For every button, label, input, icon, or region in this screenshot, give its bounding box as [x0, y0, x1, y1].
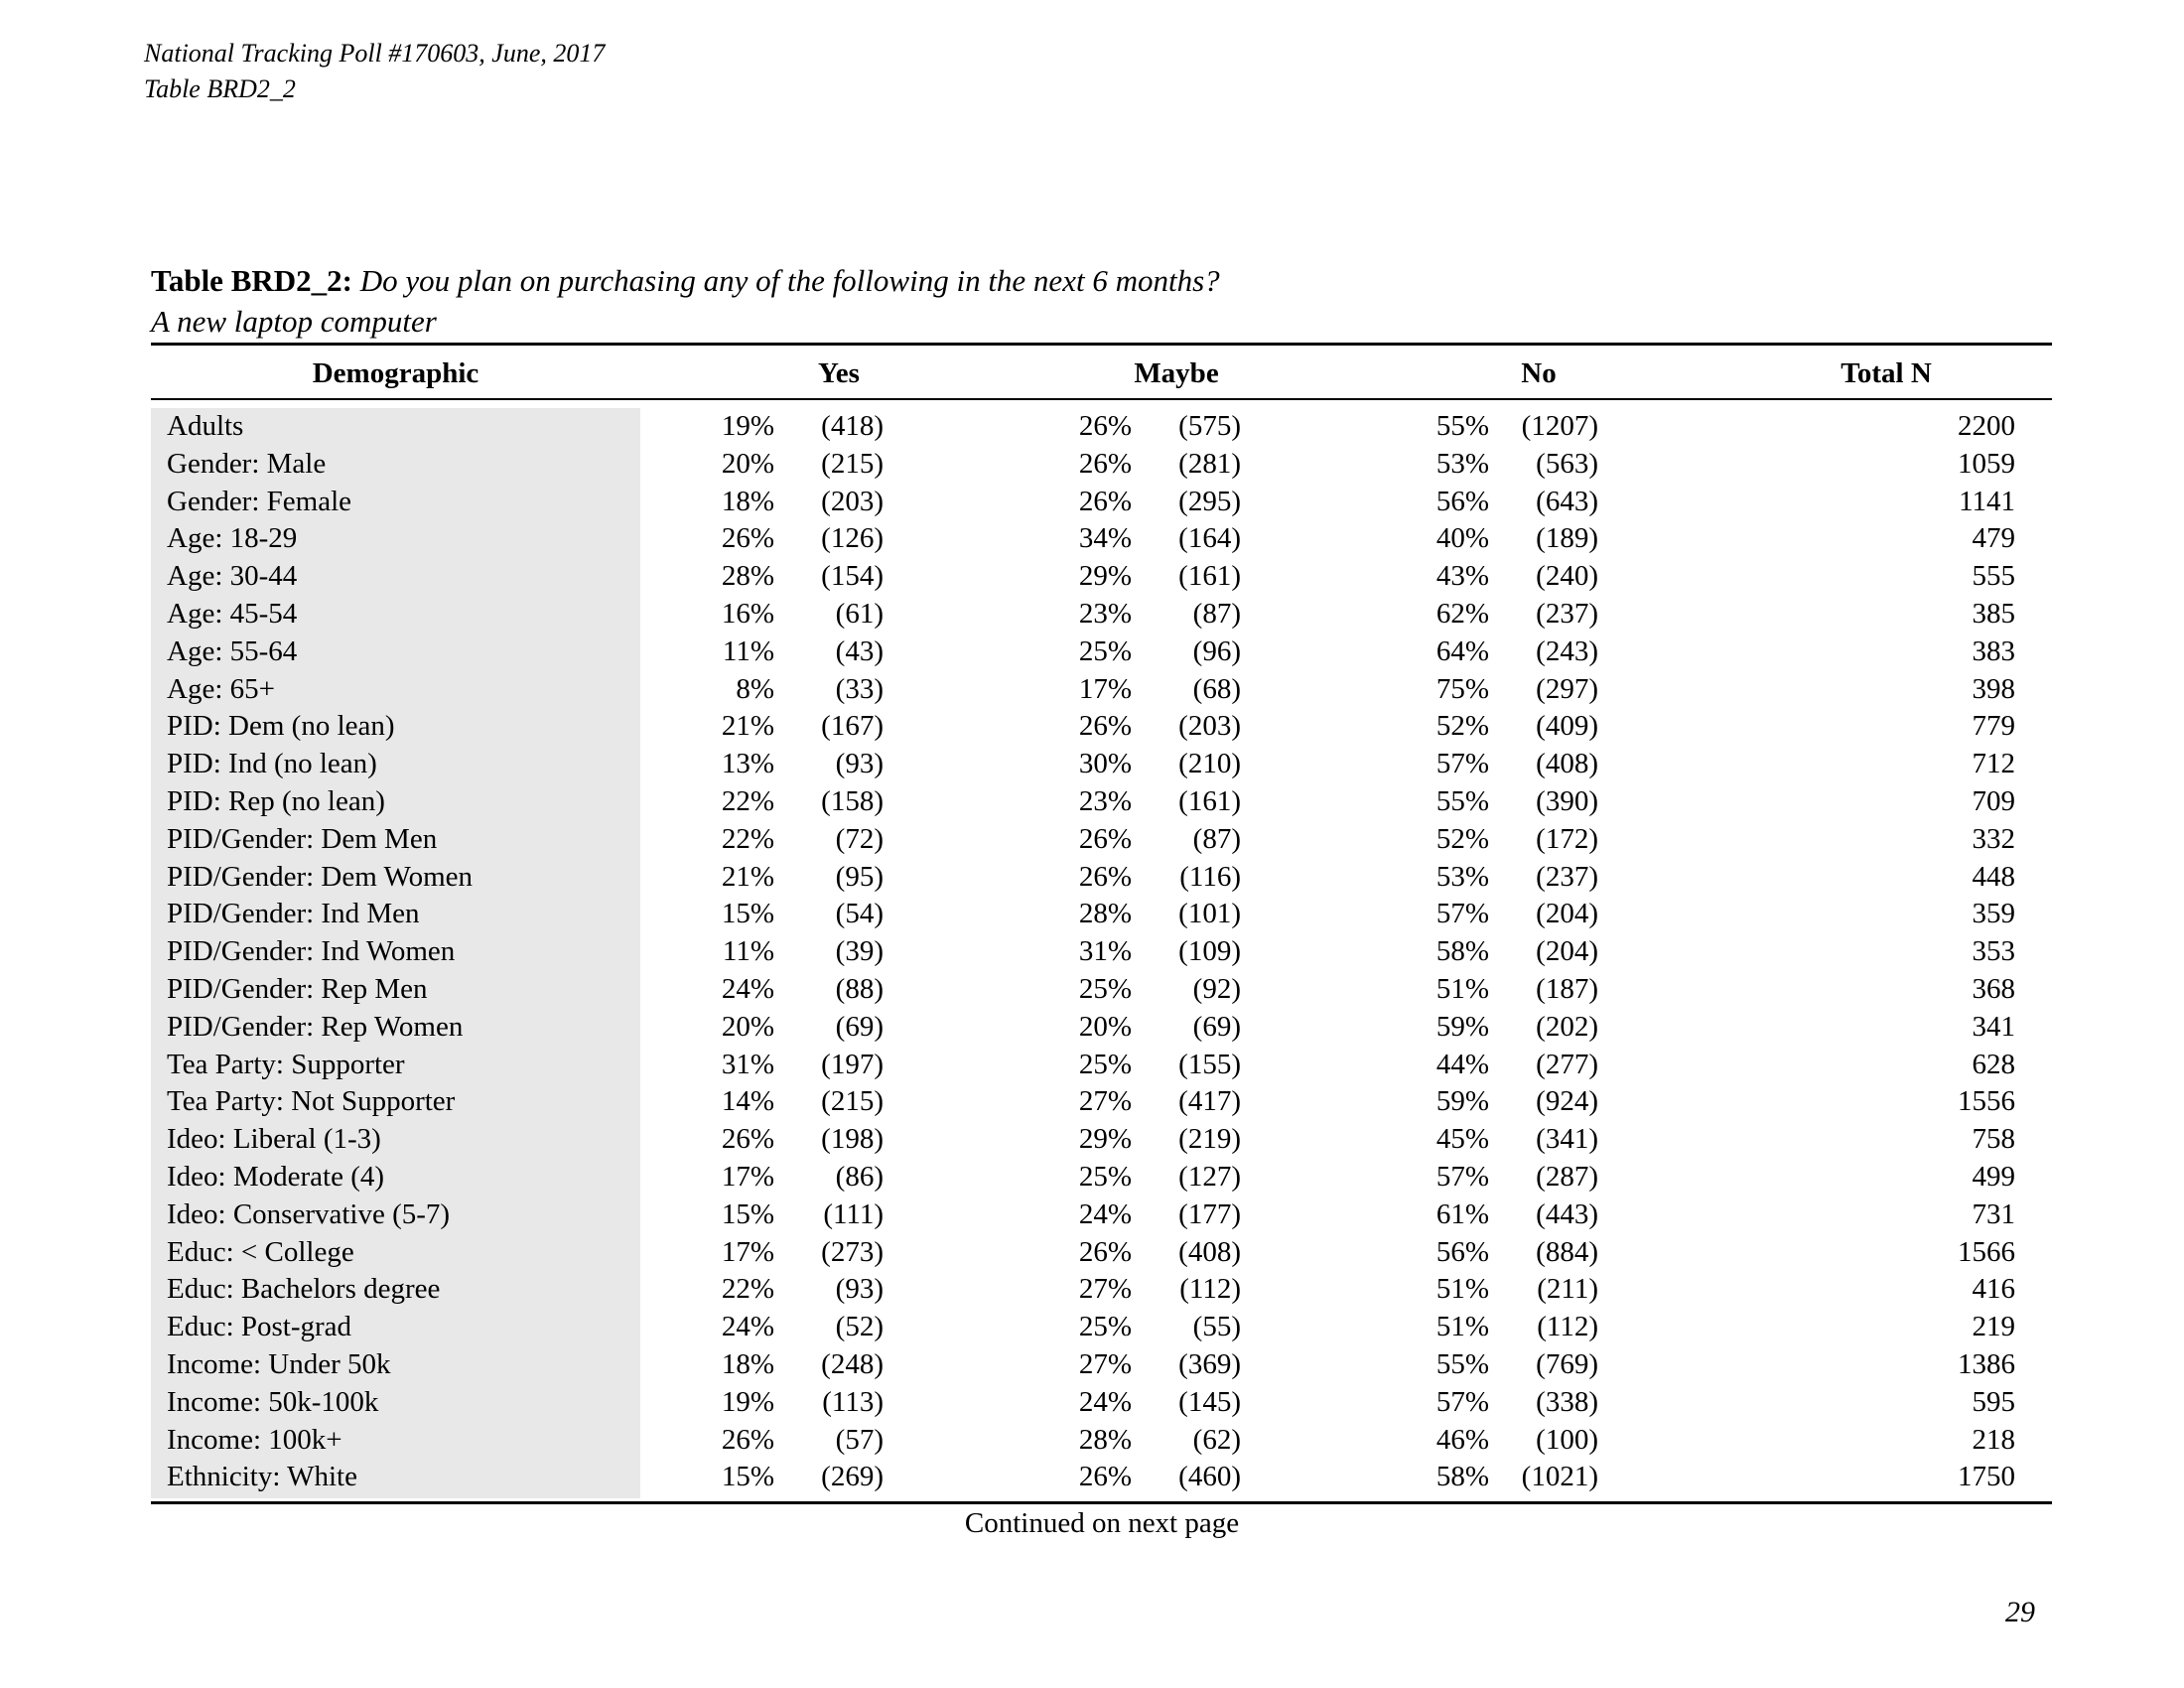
maybe-count: (55)	[1192, 1311, 1241, 1343]
total-n: 555	[1972, 560, 2015, 593]
maybe-count: (164)	[1178, 522, 1241, 555]
yes-count: (86)	[835, 1160, 884, 1193]
no-count: (338)	[1536, 1385, 1598, 1418]
no-percent: 45%	[1435, 1123, 1489, 1156]
table-row	[151, 1121, 2015, 1159]
no-count: (237)	[1536, 597, 1598, 630]
table-row	[151, 971, 2015, 1009]
total-n: 218	[1972, 1423, 2015, 1456]
total-n: 779	[1972, 710, 2015, 743]
maybe-percent: 17%	[1078, 672, 1132, 705]
maybe-percent: 25%	[1078, 972, 1132, 1005]
total-n: 353	[1972, 935, 2015, 968]
yes-percent: 17%	[721, 1235, 774, 1268]
row-label: PID/Gender: Rep Men	[167, 972, 428, 1005]
maybe-percent: 27%	[1078, 1347, 1132, 1380]
yes-percent: 22%	[721, 784, 774, 817]
maybe-percent: 26%	[1078, 447, 1132, 480]
maybe-percent: 26%	[1078, 410, 1132, 442]
maybe-percent: 31%	[1078, 935, 1132, 968]
no-count: (187)	[1536, 972, 1598, 1005]
table-row	[151, 746, 2015, 783]
no-percent: 55%	[1435, 410, 1489, 442]
table-row	[151, 708, 2015, 746]
yes-percent: 15%	[721, 898, 774, 930]
caption-subtitle: A new laptop computer	[151, 304, 437, 339]
total-n: 1386	[1958, 1347, 2015, 1380]
no-count: (189)	[1536, 522, 1598, 555]
running-header	[144, 36, 605, 107]
maybe-count: (92)	[1192, 972, 1241, 1005]
yes-percent: 19%	[721, 1385, 774, 1418]
no-count: (341)	[1536, 1123, 1598, 1156]
no-percent: 51%	[1435, 972, 1489, 1005]
table-row	[151, 596, 2015, 633]
yes-count: (198)	[821, 1123, 884, 1156]
yes-count: (43)	[835, 634, 884, 667]
table-row	[151, 1384, 2015, 1422]
yes-percent: 20%	[721, 1010, 774, 1043]
total-n: 1556	[1958, 1085, 2015, 1118]
row-label: PID: Dem (no lean)	[167, 710, 395, 743]
total-n: 219	[1972, 1311, 2015, 1343]
yes-count: (72)	[835, 822, 884, 855]
maybe-percent: 27%	[1078, 1273, 1132, 1306]
maybe-percent: 28%	[1078, 898, 1132, 930]
row-label: Gender: Female	[167, 485, 352, 517]
row-label: Age: 65+	[167, 672, 275, 705]
yes-count: (61)	[835, 597, 884, 630]
total-n: 709	[1972, 784, 2015, 817]
no-count: (287)	[1536, 1160, 1598, 1193]
maybe-count: (87)	[1192, 822, 1241, 855]
header-no: No	[1521, 357, 1557, 389]
yes-count: (93)	[835, 1273, 884, 1306]
maybe-percent: 23%	[1078, 597, 1132, 630]
table-row	[151, 783, 2015, 821]
no-count: (884)	[1536, 1235, 1598, 1268]
table-top-rule	[151, 343, 2052, 346]
maybe-percent: 28%	[1078, 1423, 1132, 1456]
maybe-percent: 34%	[1078, 522, 1132, 555]
maybe-percent: 24%	[1078, 1385, 1132, 1418]
total-n: 731	[1972, 1197, 2015, 1230]
maybe-percent: 29%	[1078, 1123, 1132, 1156]
no-percent: 40%	[1435, 522, 1489, 555]
maybe-percent: 26%	[1078, 1461, 1132, 1493]
row-label: Adults	[167, 410, 244, 442]
yes-percent: 15%	[721, 1197, 774, 1230]
header-total: Total N	[1841, 357, 1932, 389]
yes-percent: 19%	[721, 410, 774, 442]
yes-percent: 20%	[721, 447, 774, 480]
table-row	[151, 1422, 2015, 1460]
maybe-percent: 20%	[1078, 1010, 1132, 1043]
no-percent: 57%	[1435, 748, 1489, 780]
no-count: (204)	[1536, 898, 1598, 930]
total-n: 628	[1972, 1048, 2015, 1080]
header-demographic: Demographic	[312, 357, 479, 389]
no-percent: 58%	[1435, 1461, 1489, 1493]
table-row	[151, 933, 2015, 971]
maybe-count: (408)	[1178, 1235, 1241, 1268]
table-caption	[151, 260, 1220, 342]
continued-note: Continued on next page	[964, 1507, 1240, 1539]
header-yes: Yes	[818, 357, 860, 389]
yes-percent: 21%	[721, 710, 774, 743]
maybe-count: (369)	[1178, 1347, 1241, 1380]
row-label: Age: 30-44	[167, 560, 298, 593]
row-label: Ethnicity: White	[167, 1461, 357, 1493]
maybe-percent: 25%	[1078, 1048, 1132, 1080]
maybe-count: (281)	[1178, 447, 1241, 480]
table-row	[151, 1196, 2015, 1234]
yes-percent: 22%	[721, 1273, 774, 1306]
row-label: Ideo: Liberal (1-3)	[167, 1123, 381, 1156]
no-percent: 44%	[1435, 1048, 1489, 1080]
maybe-count: (101)	[1178, 898, 1241, 930]
yes-count: (167)	[821, 710, 884, 743]
header-maybe: Maybe	[1134, 357, 1219, 389]
yes-count: (95)	[835, 860, 884, 893]
row-label: Educ: Post-grad	[167, 1311, 352, 1343]
table-row	[151, 1047, 2015, 1084]
no-percent: 51%	[1435, 1273, 1489, 1306]
yes-count: (69)	[835, 1010, 884, 1043]
table-row	[151, 1159, 2015, 1196]
no-percent: 43%	[1435, 560, 1489, 593]
no-count: (240)	[1536, 560, 1598, 593]
row-label: PID/Gender: Dem Women	[167, 860, 474, 893]
total-n: 595	[1972, 1385, 2015, 1418]
yes-count: (54)	[835, 898, 884, 930]
yes-count: (154)	[821, 560, 884, 593]
total-n: 398	[1972, 672, 2015, 705]
row-label: PID/Gender: Dem Men	[167, 822, 438, 855]
no-count: (924)	[1536, 1085, 1598, 1118]
maybe-count: (96)	[1192, 634, 1241, 667]
yes-percent: 11%	[722, 935, 774, 968]
no-count: (443)	[1536, 1197, 1598, 1230]
no-percent: 46%	[1435, 1423, 1489, 1456]
yes-count: (269)	[821, 1461, 884, 1493]
table-row	[151, 1346, 2015, 1384]
no-count: (277)	[1536, 1048, 1598, 1080]
table-row	[151, 1271, 2015, 1309]
no-percent: 53%	[1435, 447, 1489, 480]
yes-percent: 31%	[721, 1048, 774, 1080]
yes-count: (57)	[835, 1423, 884, 1456]
table-row	[151, 1234, 2015, 1272]
table-id: Table BRD2_2	[144, 74, 296, 103]
maybe-count: (112)	[1179, 1273, 1241, 1306]
maybe-count: (87)	[1192, 597, 1241, 630]
no-count: (243)	[1536, 634, 1598, 667]
total-n: 368	[1972, 972, 2015, 1005]
maybe-count: (295)	[1178, 485, 1241, 517]
yes-count: (52)	[835, 1311, 884, 1343]
yes-count: (113)	[822, 1385, 884, 1418]
yes-count: (418)	[821, 410, 884, 442]
maybe-count: (203)	[1178, 710, 1241, 743]
maybe-percent: 27%	[1078, 1085, 1132, 1118]
row-label: Tea Party: Supporter	[167, 1048, 405, 1080]
no-percent: 52%	[1435, 710, 1489, 743]
no-count: (563)	[1536, 447, 1598, 480]
maybe-count: (161)	[1178, 560, 1241, 593]
yes-percent: 13%	[721, 748, 774, 780]
yes-count: (215)	[821, 447, 884, 480]
total-n: 1750	[1958, 1461, 2015, 1493]
total-n: 416	[1972, 1273, 2015, 1306]
no-count: (409)	[1536, 710, 1598, 743]
no-percent: 56%	[1435, 485, 1489, 517]
yes-count: (33)	[835, 672, 884, 705]
total-n: 448	[1972, 860, 2015, 893]
total-n: 2200	[1958, 410, 2015, 442]
row-label: Age: 55-64	[167, 634, 298, 667]
row-label: PID: Ind (no lean)	[167, 748, 377, 780]
maybe-count: (155)	[1178, 1048, 1241, 1080]
row-label: Ideo: Conservative (5-7)	[167, 1197, 451, 1230]
maybe-percent: 26%	[1078, 822, 1132, 855]
row-label: PID: Rep (no lean)	[167, 784, 385, 817]
row-label: Income: Under 50k	[167, 1347, 391, 1380]
table-row	[151, 671, 2015, 709]
no-count: (1021)	[1521, 1461, 1598, 1493]
no-percent: 61%	[1435, 1197, 1489, 1230]
yes-percent: 14%	[721, 1085, 774, 1118]
total-n: 385	[1972, 597, 2015, 630]
yes-percent: 28%	[721, 560, 774, 593]
row-label: PID/Gender: Ind Women	[167, 935, 456, 968]
table-row	[151, 1009, 2015, 1047]
yes-percent: 26%	[721, 522, 774, 555]
maybe-count: (145)	[1178, 1385, 1241, 1418]
no-count: (211)	[1537, 1273, 1598, 1306]
row-label: Age: 45-54	[167, 597, 298, 630]
maybe-count: (417)	[1178, 1085, 1241, 1118]
yes-count: (158)	[821, 784, 884, 817]
yes-percent: 22%	[721, 822, 774, 855]
total-n: 1059	[1958, 447, 2015, 480]
maybe-count: (161)	[1178, 784, 1241, 817]
no-count: (204)	[1536, 935, 1598, 968]
row-label: Tea Party: Not Supporter	[167, 1085, 456, 1118]
maybe-percent: 30%	[1078, 748, 1132, 780]
no-percent: 57%	[1435, 1385, 1489, 1418]
yes-count: (215)	[821, 1085, 884, 1118]
no-count: (769)	[1536, 1347, 1598, 1380]
yes-count: (88)	[835, 972, 884, 1005]
row-label: Educ: Bachelors degree	[167, 1273, 441, 1306]
row-label: PID/Gender: Ind Men	[167, 898, 420, 930]
row-label: Income: 50k-100k	[167, 1385, 379, 1418]
no-percent: 59%	[1435, 1010, 1489, 1043]
maybe-count: (210)	[1178, 748, 1241, 780]
no-percent: 62%	[1435, 597, 1489, 630]
maybe-count: (460)	[1178, 1461, 1241, 1493]
total-n: 332	[1972, 822, 2015, 855]
maybe-percent: 25%	[1078, 1160, 1132, 1193]
yes-percent: 26%	[721, 1123, 774, 1156]
yes-percent: 16%	[721, 597, 774, 630]
maybe-count: (62)	[1192, 1423, 1241, 1456]
total-n: 499	[1972, 1160, 2015, 1193]
yes-percent: 8%	[736, 672, 774, 705]
maybe-count: (68)	[1192, 672, 1241, 705]
no-percent: 52%	[1435, 822, 1489, 855]
yes-percent: 11%	[722, 634, 774, 667]
page-number: 29	[2005, 1596, 2035, 1628]
maybe-percent: 26%	[1078, 860, 1132, 893]
yes-count: (197)	[821, 1048, 884, 1080]
yes-count: (126)	[821, 522, 884, 555]
table-row	[151, 896, 2015, 933]
no-count: (237)	[1536, 860, 1598, 893]
no-count: (297)	[1536, 672, 1598, 705]
yes-count: (273)	[821, 1235, 884, 1268]
yes-count: (111)	[823, 1197, 884, 1230]
maybe-percent: 29%	[1078, 560, 1132, 593]
row-label: Income: 100k+	[167, 1423, 342, 1456]
header-rule	[151, 398, 2052, 400]
no-percent: 58%	[1435, 935, 1489, 968]
total-n: 712	[1972, 748, 2015, 780]
no-percent: 56%	[1435, 1235, 1489, 1268]
row-label: Ideo: Moderate (4)	[167, 1160, 385, 1193]
table-row	[151, 1083, 2015, 1121]
table-row	[151, 1309, 2015, 1346]
no-count: (643)	[1536, 485, 1598, 517]
maybe-percent: 23%	[1078, 784, 1132, 817]
no-count: (112)	[1537, 1311, 1598, 1343]
no-count: (100)	[1536, 1423, 1598, 1456]
no-percent: 64%	[1435, 634, 1489, 667]
no-percent: 55%	[1435, 784, 1489, 817]
yes-percent: 17%	[721, 1160, 774, 1193]
data-table	[151, 408, 2015, 1496]
no-percent: 57%	[1435, 898, 1489, 930]
no-percent: 57%	[1435, 1160, 1489, 1193]
row-label: Gender: Male	[167, 447, 327, 480]
no-percent: 51%	[1435, 1311, 1489, 1343]
total-n: 383	[1972, 634, 2015, 667]
table-row	[151, 408, 2015, 446]
table-row	[151, 558, 2015, 596]
table-row	[151, 446, 2015, 484]
yes-percent: 24%	[721, 1311, 774, 1343]
maybe-percent: 24%	[1078, 1197, 1132, 1230]
no-count: (1207)	[1521, 410, 1598, 442]
maybe-percent: 26%	[1078, 710, 1132, 743]
maybe-count: (127)	[1178, 1160, 1241, 1193]
table-body	[151, 408, 2015, 1496]
maybe-count: (177)	[1178, 1197, 1241, 1230]
no-count: (408)	[1536, 748, 1598, 780]
no-count: (390)	[1536, 784, 1598, 817]
no-percent: 55%	[1435, 1347, 1489, 1380]
no-percent: 53%	[1435, 860, 1489, 893]
table-row	[151, 859, 2015, 897]
total-n: 359	[1972, 898, 2015, 930]
total-n: 341	[1972, 1010, 2015, 1043]
total-n: 758	[1972, 1123, 2015, 1156]
maybe-count: (109)	[1178, 935, 1241, 968]
no-percent: 59%	[1435, 1085, 1489, 1118]
table-row	[151, 821, 2015, 859]
yes-percent: 18%	[721, 1347, 774, 1380]
poll-title: National Tracking Poll #170603, June, 2017	[144, 39, 606, 68]
table-row	[151, 633, 2015, 671]
maybe-count: (69)	[1192, 1010, 1241, 1043]
yes-percent: 18%	[721, 485, 774, 517]
row-label: PID/Gender: Rep Women	[167, 1010, 464, 1043]
row-label: Educ: < College	[167, 1235, 354, 1268]
yes-count: (39)	[835, 935, 884, 968]
yes-percent: 21%	[721, 860, 774, 893]
maybe-percent: 25%	[1078, 634, 1132, 667]
yes-count: (248)	[821, 1347, 884, 1380]
no-percent: 75%	[1435, 672, 1489, 705]
table-row	[151, 1459, 2015, 1496]
no-count: (172)	[1536, 822, 1598, 855]
caption-label: Table BRD2_2:	[151, 263, 352, 298]
maybe-percent: 26%	[1078, 1235, 1132, 1268]
maybe-count: (116)	[1179, 860, 1241, 893]
total-n: 1566	[1958, 1235, 2015, 1268]
total-n: 479	[1972, 522, 2015, 555]
table-row	[151, 520, 2015, 558]
yes-percent: 24%	[721, 972, 774, 1005]
no-count: (202)	[1536, 1010, 1598, 1043]
total-n: 1141	[1959, 485, 2015, 517]
yes-percent: 15%	[721, 1461, 774, 1493]
caption-question: Do you plan on purchasing any of the following in the next 6 months?	[359, 263, 1220, 298]
table-row	[151, 484, 2015, 521]
maybe-count: (575)	[1178, 410, 1241, 442]
row-label: Age: 18-29	[167, 522, 298, 555]
yes-percent: 26%	[721, 1423, 774, 1456]
maybe-percent: 26%	[1078, 485, 1132, 517]
maybe-count: (219)	[1178, 1123, 1241, 1156]
maybe-percent: 25%	[1078, 1311, 1132, 1343]
yes-count: (203)	[821, 485, 884, 517]
yes-count: (93)	[835, 748, 884, 780]
